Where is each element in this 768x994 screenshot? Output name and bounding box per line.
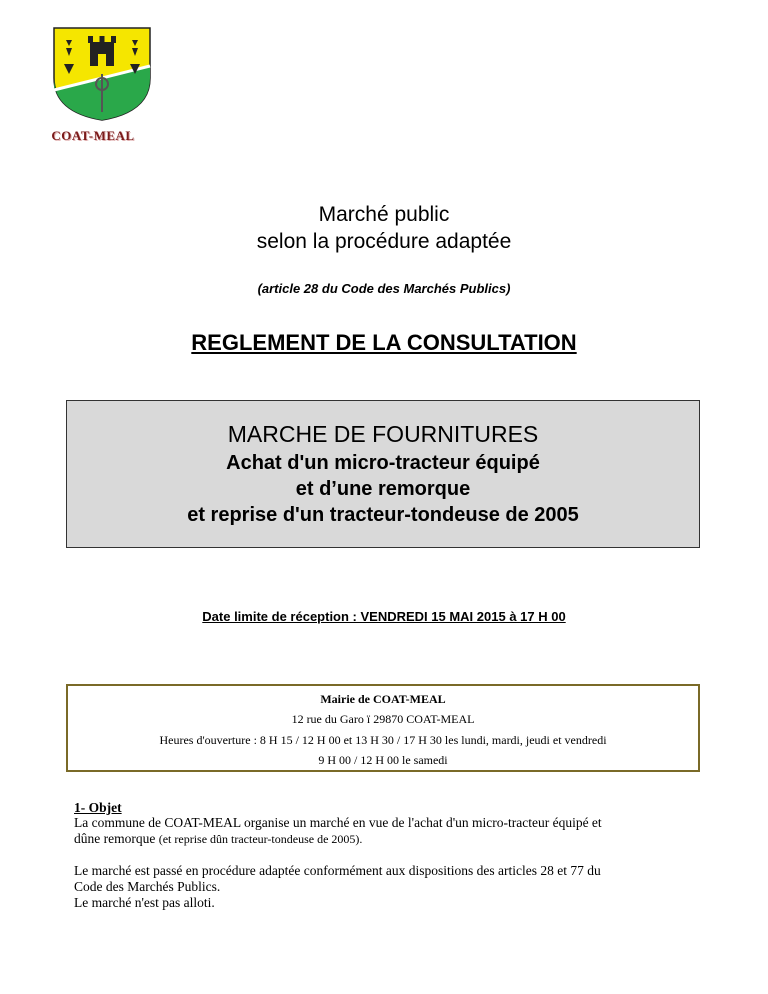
objet-paragraph-2 — [74, 863, 694, 911]
page-title — [0, 201, 768, 255]
mairie-info-box — [66, 684, 700, 772]
mairie-hours-weekday: Heures d'ouverture : 8 H 15 / 12 H 00 et 13 H 30 / 17 H 30 les lundi, mardi, jeudi et vendredi — [159, 733, 607, 747]
marche-object-line-2: et d’une remorque — [295, 478, 471, 500]
marche-type: MARCHE DE FOURNITURES — [227, 421, 539, 447]
objet-line-2 — [74, 831, 694, 847]
title-line-2: selon la procédure adaptée — [256, 230, 512, 253]
coat-of-arms-icon — [52, 26, 152, 122]
mairie-address: 12 rue du Garo ï 29870 COAT-MEAL — [291, 712, 475, 726]
section-objet-title: 1- Objet — [74, 800, 122, 815]
marche-object-line-3: et reprise d'un tracteur-tondeuse de 2005 — [187, 504, 579, 526]
marche-object-line-1: Achat d'un micro-tracteur équipé — [226, 452, 540, 474]
objet-line-1: La commune de COAT-MEAL organise un marché en vue de l'achat d'un micro-tracteur équipé et — [74, 815, 602, 830]
allotissement-line: Le marché n'est pas alloti. — [74, 895, 215, 910]
marche-box — [66, 400, 700, 548]
procedure-line-1: Le marché est passé en procédure adaptée conformément aux dispositions des articles 28 et 77 du — [74, 863, 601, 878]
objet-paragraph-1 — [74, 815, 694, 847]
reglement-heading: REGLEMENT DE LA CONSULTATION — [191, 330, 577, 355]
mairie-hours-saturday: 9 H 00 / 12 H 00 le samedi — [318, 753, 448, 767]
procedure-line-2: Code des Marchés Publics. — [74, 879, 221, 894]
mairie-name: Mairie de COAT-MEAL — [320, 692, 446, 706]
marche-object — [67, 450, 699, 528]
title-line-1: Marché public — [318, 203, 450, 226]
crest-caption: COAT-MEAL — [51, 128, 135, 143]
objet-line-2b: (et reprise dûn tracteur-tondeuse de 2005). — [158, 832, 363, 846]
deadline-text: Date limite de réception : VENDREDI 15 MAI 2015 à 17 H 00 — [202, 609, 566, 624]
article-reference: (article 28 du Code des Marchés Publics) — [257, 281, 511, 296]
objet-line-2a: dûne remorque — [74, 831, 156, 846]
